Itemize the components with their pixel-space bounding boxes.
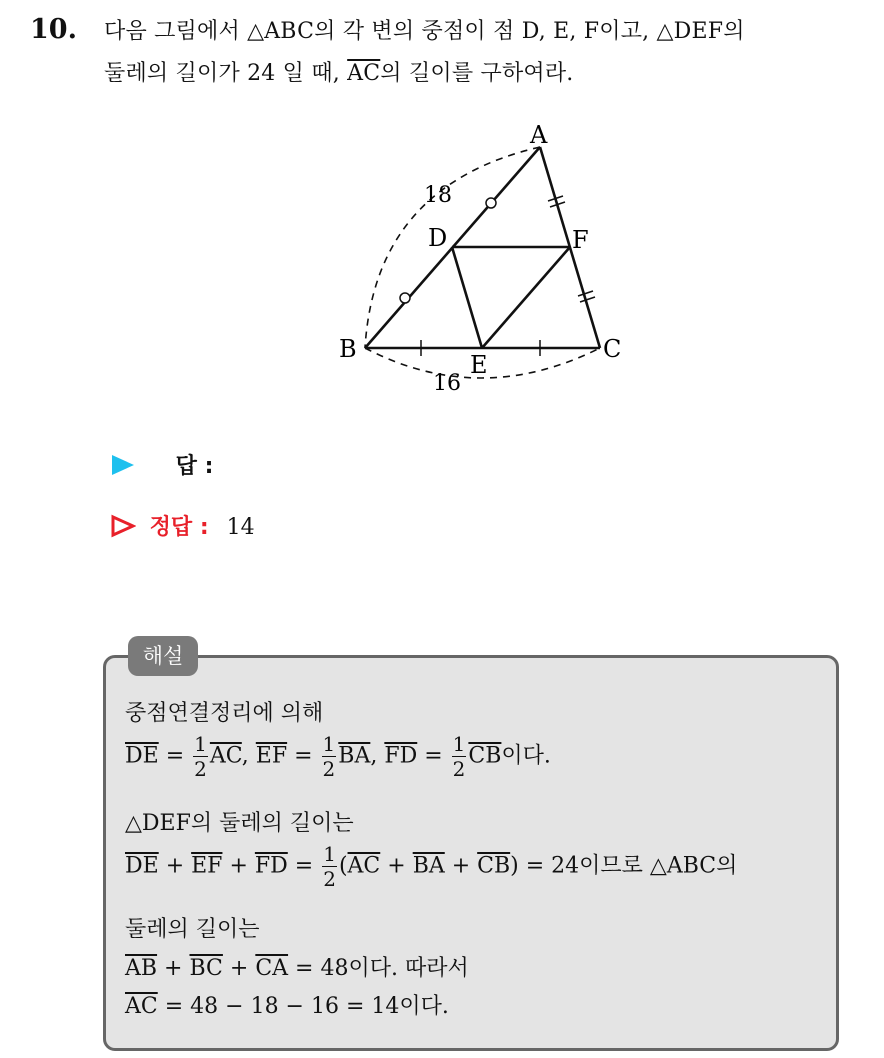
tick-fc-2 [580, 297, 595, 302]
label-b: B [339, 335, 357, 363]
label-f: F [572, 226, 589, 254]
answer-label: 답 : [175, 454, 214, 479]
op: = [417, 743, 450, 769]
length-bc: 16 [433, 371, 461, 396]
text: 이다. [501, 743, 551, 769]
seg: $\overline{FD}$ [254, 853, 288, 879]
play-filled-icon [110, 453, 136, 477]
label-e: E [470, 351, 488, 379]
answer-row [110, 449, 213, 480]
denominator: 2 [194, 757, 207, 781]
op: + [222, 956, 256, 981]
tick-circle-ad [486, 198, 496, 208]
segment-ac: $\overline{AC}$ [347, 61, 381, 86]
seg: $\overline{AC}$ [209, 743, 242, 769]
segment-ef [482, 247, 570, 348]
question-text-end: 의 길이를 구하여라. [380, 61, 574, 86]
solution-line-3: △DEF의 둘레의 길이는 [125, 811, 354, 836]
play-outline-icon [110, 514, 136, 538]
op: = [287, 743, 320, 769]
question-line-1: 다음 그림에서 △ABC의 각 변의 중점이 점 D, E, F이고, △DEF의 [104, 19, 745, 44]
denominator: 2 [322, 757, 336, 781]
op: = [158, 743, 192, 769]
solution-line-4 [125, 844, 737, 889]
solution-line-2 [125, 734, 551, 779]
seg: $\overline{AC}$ [125, 994, 158, 1019]
segment-de [452, 247, 482, 348]
op: = [287, 853, 321, 879]
seg: $\overline{DE}$ [125, 853, 159, 879]
op: + [158, 853, 192, 879]
solution-line-7 [125, 989, 449, 1020]
op: , [370, 743, 385, 769]
tick-circle-db [400, 293, 410, 303]
op: , [241, 743, 256, 769]
question-line-2 [104, 56, 574, 87]
seg: $\overline{AB}$ [125, 956, 158, 981]
numerator: 1 [194, 732, 207, 756]
text: = 48이다. 따라서 [288, 956, 469, 981]
seg: $\overline{AC}$ [347, 853, 381, 879]
numerator: 1 [323, 842, 336, 866]
seg: $\overline{EF}$ [255, 743, 288, 769]
correct-answer-value: 14 [226, 515, 255, 540]
fraction [452, 734, 467, 779]
solution-line-1: 중점연결정리에 의해 [125, 701, 324, 726]
text: ) = 24이므로 △ABC의 [510, 853, 738, 879]
op: + [380, 853, 413, 879]
seg: $\overline{BC}$ [189, 956, 223, 981]
label-a: A [530, 121, 548, 149]
solution-tag: 해설 [128, 636, 198, 676]
correct-answer-label: 정답 : [149, 515, 209, 540]
length-ab: 18 [424, 183, 452, 208]
numerator: 1 [322, 732, 336, 756]
solution-line-5: 둘레의 길이는 [125, 917, 260, 942]
fraction [193, 734, 208, 779]
denominator: 2 [452, 757, 466, 781]
op: + [222, 853, 255, 879]
fraction [322, 734, 337, 779]
triangle-figure [330, 115, 640, 400]
seg: $\overline{FD}$ [384, 743, 418, 769]
seg: $\overline{BA}$ [412, 853, 445, 879]
text: = 48 − 18 − 16 = 14이다. [157, 994, 449, 1019]
seg: $\overline{CB}$ [468, 743, 502, 769]
op: + [444, 853, 478, 879]
correct-answer-row [110, 510, 255, 541]
fraction [322, 844, 337, 889]
seg: $\overline{CB}$ [477, 853, 511, 879]
seg: $\overline{CA}$ [255, 956, 289, 981]
numerator: 1 [452, 732, 466, 756]
op: ( [338, 853, 348, 879]
solution-line-6 [125, 951, 469, 982]
op: + [157, 956, 190, 981]
label-d: D [428, 224, 448, 252]
seg: $\overline{EF}$ [191, 853, 223, 879]
denominator: 2 [323, 867, 336, 891]
seg: $\overline{DE}$ [125, 743, 159, 769]
question-text: 둘레의 길이가 24 일 때, [104, 61, 348, 86]
seg: $\overline{BA}$ [338, 743, 371, 769]
question-number: 10. [30, 14, 77, 45]
label-c: C [603, 335, 622, 363]
